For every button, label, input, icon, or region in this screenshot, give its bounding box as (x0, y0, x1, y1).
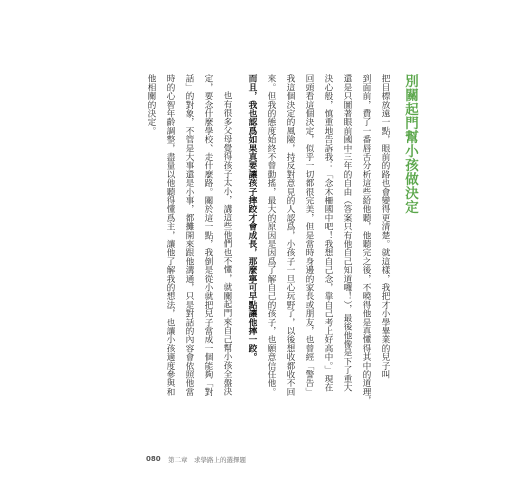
text-column: 定，要念什麼學校、走什麼路。關於這一點，我倒是從小就把兒子當成一個能夠「對 (203, 74, 213, 396)
text-column: 來。但我的態度始終不曾動搖，最大的原因是因爲了解自己的孩子，也願意信任他。 (266, 74, 276, 396)
text-column: 決心般，慎重地告訴我：「念木柵國中吧！我想自己念，靠自己考上好高中。」現在 (323, 74, 333, 392)
text-column: 到面前，費了一番唇舌分析這些給他聽，他聽完之後，不曉得他是真懂得其中的道理， (361, 74, 371, 405)
text-column: 他相關的決定。 (146, 74, 156, 135)
section-heading: 別關起門幫小孩做決定 (402, 74, 418, 214)
emphasized-text-column: 而且，我也認爲如果真要讓孩子摔跤才會成長，那麼寧可早點讓他摔一跤。 (247, 74, 257, 362)
text-column: 話」的對象，不管是大事還是小事，都攤開來跟他溝通，只是對話的內容會依照他當 (184, 74, 194, 396)
text-column: 回頭看這個決定，似乎一切都很完美，但是當時身邊的家長或朋友，也曾經「警告」 (304, 74, 314, 396)
text-column: 時的心智年齡調整，盡量以他聽得懂爲主，讓他了解我的想法，也讓小孩適度參與和 (165, 74, 175, 396)
text-column: 還是只圖著眼前國中三年的自由（答案只有他自己知道囉！），最後他像是下了重大 (342, 74, 352, 392)
text-column: 也有很多父母覺得孩子太小，講這些他們也不懂，就關起門來自己幫小孩全盤決 (222, 91, 232, 396)
text-column: 把目標放遠一點，眼前的路也會變得更清楚。就這樣，我把才小學畢業的兒子叫 (380, 74, 390, 379)
running-footer-chapter: 第二章 求學路上的選擇題 (168, 456, 246, 464)
text-column: 我這個決定的風險，持反對意見的人認爲，小孩子一旦心玩野了，以後想收都收不回 (285, 74, 295, 396)
page-number: 080 (146, 455, 161, 463)
